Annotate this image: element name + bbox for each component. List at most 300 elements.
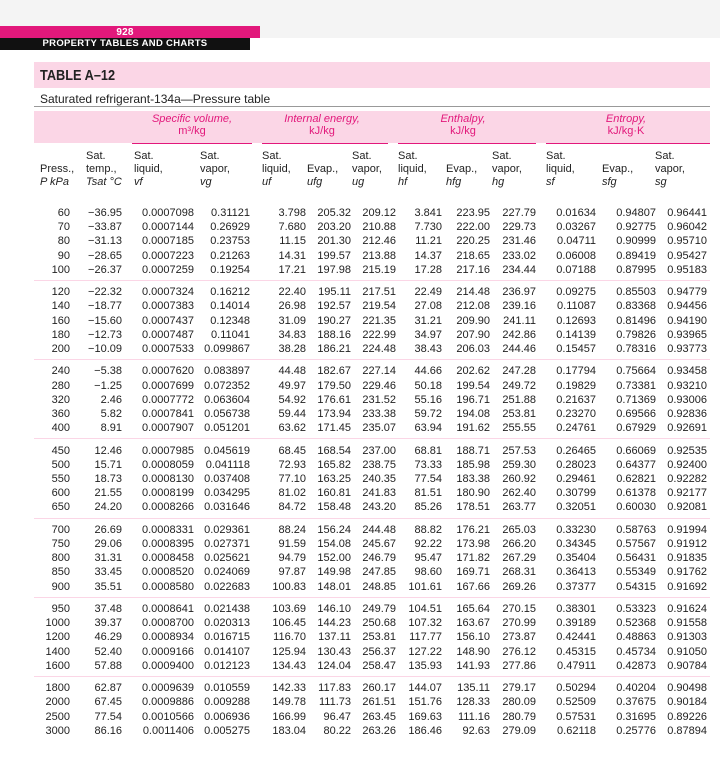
table-cell: 263.26 (362, 724, 396, 737)
table-cell: 148.90 (456, 645, 490, 658)
group-unit: m³/kg (178, 125, 206, 137)
table-cell: 37.48 (94, 603, 122, 615)
table-cell: 158.48 (317, 501, 351, 514)
table-cell: 0.96042 (667, 221, 707, 234)
column-header-line: P kPa (40, 176, 69, 188)
table-cell: 0.12348 (210, 314, 250, 327)
running-title: PROPERTY TABLES AND CHARTS (42, 38, 208, 49)
table-cell: 0.30799 (556, 487, 596, 500)
table-cell: 0.26929 (210, 221, 250, 234)
column-header-line: Sat. (262, 150, 282, 162)
table-cell: 39.37 (94, 617, 122, 630)
table-cell: 222.99 (362, 328, 396, 341)
table-cell: 57.88 (94, 659, 122, 672)
table-cell: 218.65 (456, 249, 490, 262)
table-cell: 167.66 (456, 580, 490, 593)
table-cell: 0.0007437 (142, 314, 194, 327)
table-cell: 0.005275 (204, 724, 250, 737)
table-cell: 95.47 (414, 552, 442, 565)
table-cell: 111.73 (318, 696, 351, 709)
table-cell: 210.88 (362, 221, 396, 234)
table-cell: 0.034295 (204, 487, 250, 500)
table-cell: 81.02 (278, 487, 306, 500)
table-cell: 0.95183 (667, 263, 707, 276)
table-cell: 0.75664 (616, 365, 656, 378)
group-enthalpy (398, 113, 528, 137)
table-cell: 152.00 (317, 552, 351, 565)
table-cell: 0.0007772 (142, 393, 194, 406)
table-cell: 0.90498 (667, 682, 707, 695)
table-cell: 11.15 (279, 235, 306, 248)
table-cell: 24.20 (94, 501, 122, 514)
table-cell: 12.46 (94, 444, 122, 457)
table-cell: 148.01 (317, 580, 351, 593)
table-cell: 120 (51, 286, 70, 299)
table-cell: 0.01634 (556, 207, 596, 219)
table-cell: 0.072352 (204, 379, 250, 392)
group-separator (34, 518, 710, 519)
table-cell: 0.91558 (667, 617, 707, 630)
table-cell: 262.40 (502, 487, 536, 500)
table-cell: 0.29461 (556, 473, 596, 485)
table-cell: 0.024069 (204, 566, 250, 579)
table-cell: 0.26465 (556, 444, 596, 457)
table-cell: 98.60 (414, 566, 442, 579)
table-cell: 0.31121 (211, 207, 250, 219)
table-cell: 238.75 (362, 458, 396, 471)
table-cell: 234.44 (502, 263, 536, 276)
table-cell: 260.92 (502, 473, 536, 485)
table-cell: 91.59 (278, 538, 306, 550)
table-cell: 0.91303 (667, 631, 707, 644)
column-header-line: sg (655, 176, 667, 188)
column-header-line: Tsat °C (86, 176, 122, 188)
table-cell: 188.71 (456, 444, 490, 457)
group-rule (398, 143, 536, 144)
group-specific-volume (132, 113, 252, 137)
table-label: TABLE A–12 (40, 67, 116, 84)
table-cell: 192.57 (317, 300, 351, 313)
group-separator (34, 280, 710, 281)
column-header-line: vf (134, 176, 143, 188)
group-separator (34, 359, 710, 360)
table-cell: 263.77 (502, 501, 536, 514)
table-cell: 176.21 (456, 523, 490, 536)
table-cell: 77.54 (94, 710, 122, 723)
group-rule (546, 143, 710, 144)
table-cell: 1800 (45, 682, 70, 695)
table-cell: −1.25 (94, 379, 122, 392)
column-header-line: Sat. (352, 150, 372, 162)
table-cell: 0.92775 (616, 221, 656, 234)
table-cell: −15.60 (88, 314, 122, 327)
column-header-line: Sat. (398, 150, 418, 162)
group-separator (34, 676, 710, 677)
table-cell: 0.73381 (616, 379, 656, 392)
table-cell: 0.21637 (556, 393, 596, 406)
column-header-line: Sat. (86, 150, 106, 162)
column-header-line: hg (492, 176, 505, 188)
table-cell: 60 (57, 207, 70, 219)
table-cell: 0.54315 (616, 580, 656, 593)
table-cell: −31.13 (88, 235, 122, 248)
table-cell: 246.79 (362, 552, 396, 565)
table-cell: 106.45 (272, 617, 306, 630)
table-cell: 0.25776 (616, 724, 656, 737)
table-cell: 229.73 (502, 221, 536, 234)
table-cell: 0.52368 (616, 617, 656, 630)
table-cell: 124.04 (317, 659, 351, 672)
table-cell: 0.93210 (667, 379, 707, 392)
table-cell: 240 (51, 365, 70, 378)
table-cell: 137.11 (318, 631, 351, 644)
table-cell: 231.52 (362, 393, 396, 406)
table-cell: 0.021438 (204, 603, 250, 615)
table-cell: 156.10 (456, 631, 490, 644)
table-cell: 209.90 (456, 314, 490, 327)
table-cell: 0.38301 (556, 603, 596, 615)
table-cell: 0.67929 (616, 422, 656, 435)
table-cell: 26.98 (278, 300, 306, 313)
table-cell: 163.67 (456, 617, 490, 630)
table-cell: 0.0007259 (142, 263, 194, 276)
table-cell: 0.79826 (616, 328, 656, 341)
table-cell: 245.67 (362, 538, 396, 550)
table-cell: 243.20 (362, 501, 396, 514)
group-unit: kJ/kg (309, 125, 335, 137)
table-cell: 134.43 (272, 659, 306, 672)
group-rule (132, 143, 252, 144)
table-cell: 0.58763 (616, 523, 656, 536)
table-cell: 257.53 (502, 444, 536, 457)
group-name: Enthalpy, (440, 113, 486, 125)
table-cell: 850 (51, 566, 70, 579)
table-cell: 31.21 (414, 314, 442, 327)
table-cell: 0.0009886 (142, 696, 194, 709)
column-header-line: Press., (40, 163, 75, 175)
column-header-line: liquid, (546, 163, 575, 175)
table-cell: 268.31 (502, 566, 536, 579)
table-cell: 92.22 (414, 538, 442, 550)
table-cell: 100 (51, 263, 70, 276)
table-cell: 199.54 (456, 379, 490, 392)
table-cell: 0.35404 (556, 552, 596, 565)
table-cell: 127.22 (408, 645, 442, 658)
table-cell: 49.97 (278, 379, 306, 392)
table-cell: 100.83 (272, 580, 306, 593)
table-cell: 0.0007223 (142, 249, 194, 262)
table-cell: 3000 (45, 724, 70, 737)
table-cell: 0.0010566 (142, 710, 194, 723)
table-cell: 173.94 (317, 408, 351, 420)
table-cell: 0.037408 (204, 473, 250, 485)
table-cell: 0.0007699 (142, 379, 194, 392)
table-cell: 70 (57, 221, 70, 234)
column-header-line: vg (200, 176, 212, 188)
table-cell: 0.0009639 (142, 682, 194, 695)
table-cell: 0.93006 (667, 393, 707, 406)
table-cell: 22.49 (414, 286, 442, 299)
table-cell: 190.27 (317, 314, 351, 327)
table-cell: 227.14 (362, 365, 396, 378)
column-header-line: sf (546, 176, 555, 188)
table-cell: 276.12 (502, 645, 536, 658)
table-cell: 31.09 (278, 314, 306, 327)
table-cell: 0.12693 (556, 314, 596, 327)
table-cell: 201.30 (317, 235, 351, 248)
table-cell: 236.97 (502, 286, 536, 299)
table-cell: 217.51 (362, 286, 396, 299)
table-cell: 144.23 (317, 617, 351, 630)
group-internal-energy (262, 113, 382, 137)
table-cell: 84.72 (278, 501, 306, 514)
table-cell: 176.61 (317, 393, 351, 406)
column-header-line: hfg (446, 176, 462, 188)
group-name: Entropy, (605, 113, 647, 125)
table-cell: 3.841 (414, 207, 442, 219)
table-cell: 0.0008580 (142, 580, 194, 593)
table-cell: 149.78 (272, 696, 306, 709)
table-cell: 0.022683 (204, 580, 250, 593)
column-header-line: liquid, (398, 163, 427, 175)
table-cell: 44.48 (278, 365, 306, 378)
table-cell: 0.006936 (204, 710, 250, 723)
column-header-line: liquid, (134, 163, 163, 175)
table-cell: 750 (51, 538, 70, 550)
table-cell: 135.93 (408, 659, 442, 672)
table-cell: 0.17794 (556, 365, 596, 378)
table-cell: −28.65 (88, 249, 122, 262)
column-header-line: vapor, (655, 163, 685, 175)
table-cell: 1200 (45, 631, 70, 644)
table-cell: 0.0007533 (142, 343, 194, 355)
table-cell: 0.57567 (616, 538, 656, 550)
table-cell: 217.16 (456, 263, 490, 276)
table-cell: 249.79 (362, 603, 396, 615)
table-cell: 0.50294 (556, 682, 596, 695)
table-cell: 0.89226 (667, 710, 707, 723)
table-cell: 0.0007144 (142, 221, 194, 234)
table-cell: 80 (57, 235, 70, 248)
table-cell: 165.82 (317, 458, 351, 471)
table-cell: 0.92400 (667, 458, 707, 471)
table-cell: 183.38 (456, 473, 490, 485)
table-cell: 14.31 (278, 249, 306, 262)
table-cell: −22.32 (88, 286, 122, 299)
group-unit: kJ/kg·K (607, 125, 645, 137)
table-cell: 0.42873 (616, 659, 656, 672)
table-cell: 0.89419 (616, 249, 656, 262)
table-cell: 0.94190 (667, 314, 707, 327)
table-cell: 0.92282 (667, 473, 707, 485)
table-cell: 227.79 (502, 207, 536, 219)
table-cell: 35.51 (94, 580, 122, 593)
table-cell: 700 (51, 523, 70, 536)
table-cell: 0.21263 (210, 249, 250, 262)
table-cell: 168.54 (317, 444, 351, 457)
table-cell: 206.03 (456, 343, 490, 355)
table-cell: 117.83 (318, 682, 351, 695)
table-cell: 0.81496 (616, 314, 656, 327)
table-cell: 0.0008130 (142, 473, 194, 485)
table-cell: 77.54 (414, 473, 442, 485)
table-cell: 0.91692 (667, 580, 707, 593)
table-cell: 600 (51, 487, 70, 500)
table-cell: 0.96441 (667, 207, 707, 219)
table-cell: 180.90 (456, 487, 490, 500)
table-cell: 34.97 (414, 328, 442, 341)
table-cell: 196.71 (456, 393, 490, 406)
table-cell: 249.72 (502, 379, 536, 392)
table-cell: 0.92691 (667, 422, 707, 435)
table-cell: 0.24761 (556, 422, 596, 435)
table-cell: 224.48 (362, 343, 396, 355)
group-separator (34, 438, 710, 439)
table-cell: 0.04711 (557, 235, 596, 248)
table-cell: 0.91994 (667, 523, 707, 536)
table-cell: 0.83368 (616, 300, 656, 313)
column-header-line: liquid, (262, 163, 291, 175)
table-cell: 0.91624 (667, 603, 707, 615)
table-cell: 229.46 (362, 379, 396, 392)
table-cell: 186.46 (408, 724, 442, 737)
table-cell: 221.35 (362, 314, 396, 327)
table-cell: 2000 (45, 696, 70, 709)
table-cell: 950 (51, 603, 70, 615)
table-cell: 280.09 (502, 696, 536, 709)
table-cell: 360 (51, 408, 70, 420)
table-cell: 203.20 (317, 221, 351, 234)
page-number: 928 (116, 27, 134, 38)
table-cell: 202.62 (456, 365, 490, 378)
table-cell: 0.0008934 (142, 631, 194, 644)
table-cell: 251.88 (502, 393, 536, 406)
table-cell: 0.11087 (557, 300, 596, 313)
table-cell: 160 (51, 314, 70, 327)
table-cell: 0.57531 (556, 710, 596, 723)
column-header-line: Sat. (655, 150, 675, 162)
table-cell: 94.79 (278, 552, 306, 565)
table-cell: 101.61 (408, 580, 442, 593)
table-cell: 0.19829 (556, 379, 596, 392)
table-cell: 96.47 (323, 710, 351, 723)
table-cell: 0.47911 (557, 659, 596, 672)
table-cell: 199.57 (317, 249, 351, 262)
table-cell: 144.07 (408, 682, 442, 695)
table-cell: 146.10 (317, 603, 351, 615)
table-cell: 0.45734 (616, 645, 656, 658)
table-title-band (34, 62, 710, 88)
table-cell: 261.51 (362, 696, 396, 709)
table-cell: −10.09 (88, 343, 122, 355)
table-cell: 212.46 (362, 235, 396, 248)
group-rule (262, 143, 388, 144)
table-cell: 0.041118 (205, 458, 250, 471)
table-cell: 0.0007487 (142, 328, 194, 341)
table-cell: 0.91835 (667, 552, 707, 565)
table-cell: 550 (51, 473, 70, 485)
table-cell: 0.19254 (210, 263, 250, 276)
table-cell: 63.94 (414, 422, 442, 435)
table-cell: 241.83 (362, 487, 396, 500)
table-cell: 450 (51, 444, 70, 457)
table-cell: 160.81 (317, 487, 351, 500)
table-cell: 166.99 (272, 710, 306, 723)
table-cell: 85.26 (414, 501, 442, 514)
table-cell: 8.91 (100, 422, 122, 435)
table-cell: 239.16 (502, 300, 536, 313)
table-cell: 0.16212 (210, 286, 250, 299)
table-cell: 0.94456 (667, 300, 707, 313)
table-cell: 0.62118 (557, 724, 596, 737)
column-header-line: Sat. (492, 150, 512, 162)
table-cell: 26.69 (94, 523, 122, 536)
table-cell: 63.62 (278, 422, 306, 435)
table-cell: 0.025621 (204, 552, 250, 565)
table-cell: 165.64 (456, 603, 490, 615)
table-cell: 111.16 (457, 710, 490, 723)
table-cell: 0.0007324 (142, 286, 194, 299)
table-cell: 0.0007907 (142, 422, 194, 435)
table-cell: 253.81 (362, 631, 396, 644)
table-cell: 0.91050 (667, 645, 707, 658)
table-cell: 0.92535 (667, 444, 707, 457)
table-cell: 55.16 (414, 393, 442, 406)
table-cell: 0.33230 (556, 523, 596, 536)
table-cell: 213.88 (362, 249, 396, 262)
table-cell: 77.10 (278, 473, 306, 485)
table-cell: 52.40 (94, 645, 122, 658)
column-header-line: vapor, (200, 163, 230, 175)
table-cell: 0.45315 (556, 645, 596, 658)
table-cell: 800 (51, 552, 70, 565)
table-cell: 81.51 (414, 487, 442, 500)
table-cell: 0.0008059 (142, 458, 194, 471)
table-cell: 0.52509 (556, 696, 596, 709)
table-cell: 1600 (45, 659, 70, 672)
table-cell: 0.0008266 (142, 501, 194, 514)
table-cell: 265.03 (502, 523, 536, 536)
table-cell: 29.06 (94, 538, 122, 550)
table-cell: 179.50 (317, 379, 351, 392)
table-cell: 191.62 (456, 422, 490, 435)
table-cell: 279.17 (502, 682, 536, 695)
table-cell: 242.86 (502, 328, 536, 341)
table-cell: 0.61378 (616, 487, 656, 500)
table-cell: 0.91762 (667, 566, 707, 579)
table-cell: 273.87 (502, 631, 536, 644)
table-cell: 0.07188 (556, 263, 596, 276)
table-cell: 900 (51, 580, 70, 593)
table-cell: 0.90784 (667, 659, 707, 672)
table-cell: 235.07 (362, 422, 396, 435)
table-cell: 0.87995 (616, 263, 656, 276)
table-cell: 280.79 (502, 710, 536, 723)
table-cell: 0.91912 (667, 538, 707, 550)
table-cell: 244.48 (362, 523, 396, 536)
table-cell: 0.92177 (667, 487, 707, 500)
table-cell: 0.029361 (204, 523, 250, 536)
table-cell: 68.81 (414, 444, 442, 457)
column-header-line: Evap., (446, 163, 478, 175)
table-cell: 171.82 (456, 552, 490, 565)
table-cell: 0.11041 (211, 328, 250, 341)
table-cell: 270.99 (502, 617, 536, 630)
table-cell: 0.0007383 (142, 300, 194, 313)
table-cell: 0.099867 (204, 343, 250, 355)
table-cell: 0.95427 (667, 249, 707, 262)
table-cell: 209.12 (362, 207, 396, 219)
